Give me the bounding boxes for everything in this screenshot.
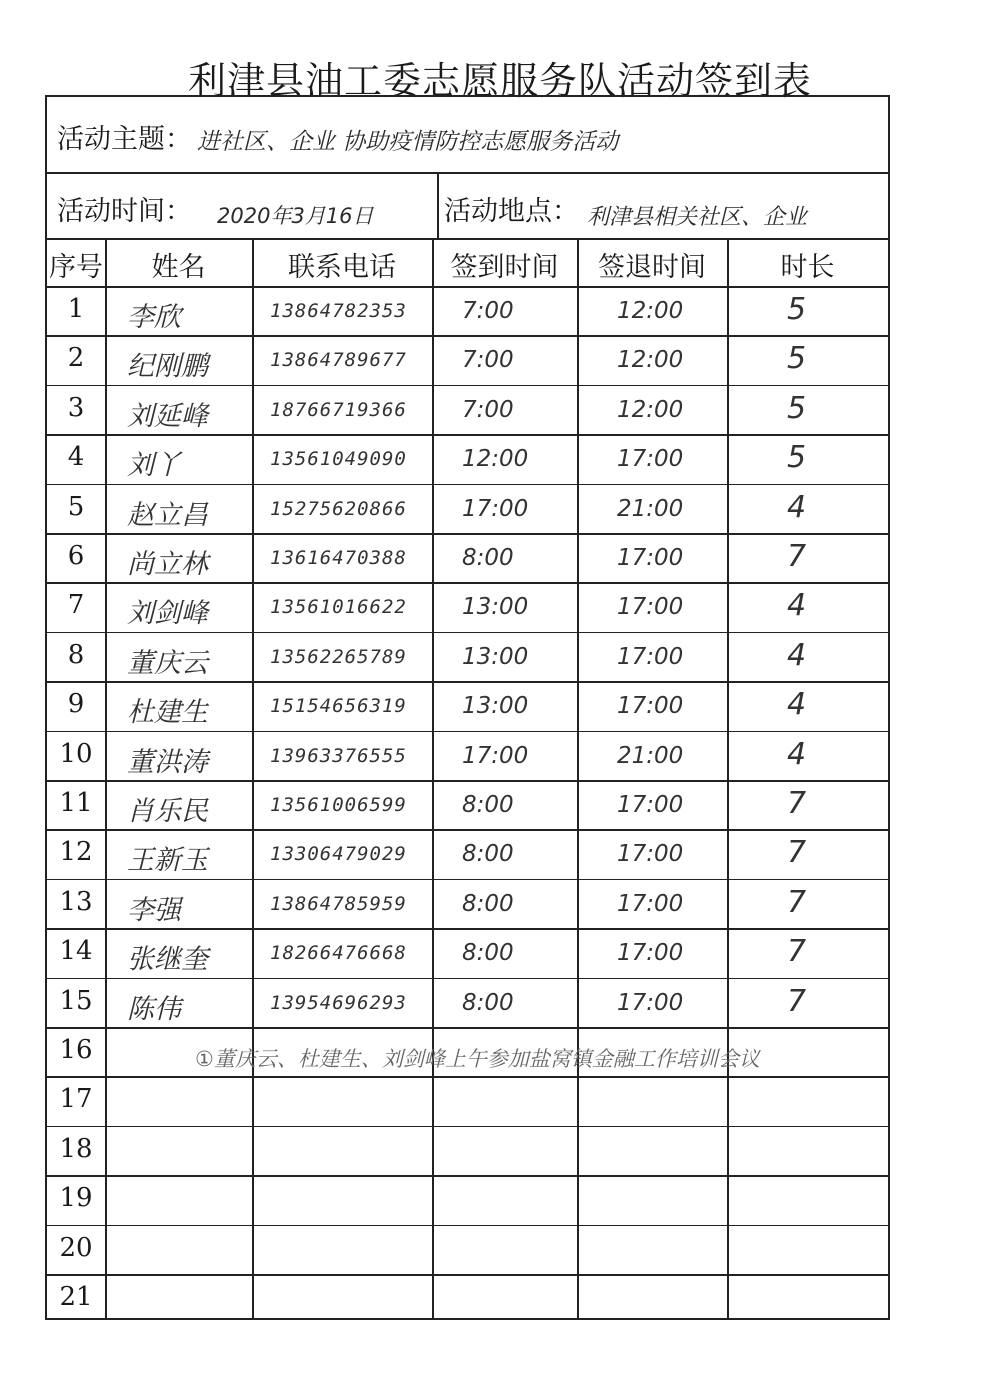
table-row — [47, 1076, 888, 1125]
name-cell: 刘丫 — [127, 450, 181, 482]
row-divider — [47, 533, 888, 535]
check-out-cell: 17:00 — [617, 940, 684, 967]
check-in-cell: 8:00 — [462, 989, 514, 1016]
duration-cell: 7 — [787, 983, 807, 1019]
phone-cell: 13954696293 — [270, 991, 407, 1014]
row-number: 18 — [59, 1133, 93, 1164]
phone-cell: 18266476668 — [270, 942, 407, 965]
duration-cell: 5 — [787, 440, 807, 476]
check-out-cell: 17:00 — [617, 841, 684, 868]
divider — [47, 172, 888, 174]
duration-cell: 7 — [787, 539, 807, 574]
duration-cell: 7 — [787, 835, 807, 871]
name-cell: 李强 — [127, 894, 181, 926]
table-row — [47, 1225, 888, 1274]
phone-cell: 13864789677 — [270, 349, 407, 372]
check-in-cell: 8:00 — [462, 940, 514, 967]
name-cell: 肖乐民 — [127, 796, 208, 827]
table-row — [47, 879, 888, 928]
check-in-cell: 8:00 — [462, 841, 514, 868]
column-header: 联系电话 — [288, 252, 396, 283]
name-cell: 赵立昌 — [127, 499, 208, 531]
table-row — [47, 385, 888, 434]
row-number: 12 — [59, 837, 93, 868]
table-row — [47, 731, 888, 780]
name-cell: 董庆云 — [127, 647, 208, 679]
check-out-cell: 17:00 — [617, 446, 684, 473]
table-row — [47, 335, 888, 384]
table-row — [47, 1126, 888, 1175]
place-label: 活动地点： — [444, 196, 579, 227]
check-in-cell: 8:00 — [462, 792, 514, 818]
name-cell: 杜建生 — [127, 697, 208, 729]
duration-cell: 7 — [787, 934, 807, 970]
sign-in-sheet — [45, 95, 890, 1320]
row-number: 8 — [67, 639, 85, 670]
table-row — [47, 780, 888, 829]
name-cell: 纪刚鹏 — [127, 351, 208, 383]
row-number: 10 — [59, 738, 93, 769]
check-in-cell: 17:00 — [462, 742, 529, 769]
row-divider — [47, 879, 888, 881]
row-divider — [47, 1076, 888, 1078]
check-out-cell: 12:00 — [617, 347, 684, 374]
duration-cell: 7 — [787, 786, 807, 821]
duration-cell: 5 — [787, 390, 807, 426]
row-number: 13 — [59, 886, 93, 917]
row-divider — [47, 434, 888, 436]
duration-cell: 4 — [787, 687, 807, 723]
page-title: 利津县油工委志愿服务队活动签到表 — [187, 59, 812, 103]
check-in-cell: 7:00 — [462, 347, 514, 374]
column-divider — [105, 238, 107, 1318]
phone-cell: 13616470388 — [270, 547, 407, 569]
table-row — [47, 1175, 888, 1224]
column-header: 签退时间 — [598, 252, 706, 283]
table-row — [47, 582, 888, 631]
table-row — [47, 978, 888, 1027]
table-row — [47, 434, 888, 483]
row-divider — [47, 385, 888, 387]
check-out-cell: 17:00 — [617, 792, 684, 818]
phone-cell: 13561016622 — [270, 596, 407, 619]
check-out-cell: 17:00 — [617, 643, 684, 670]
phone-cell: 15154656319 — [270, 695, 407, 718]
column-divider — [252, 238, 254, 1318]
divider — [47, 238, 888, 240]
name-cell: 王新玉 — [127, 845, 208, 877]
table-row — [47, 632, 888, 681]
row-divider — [47, 1225, 888, 1227]
row-divider — [47, 731, 888, 733]
row-number: 6 — [67, 541, 85, 571]
name-cell: 尚立林 — [127, 549, 208, 580]
name-cell: 张继奎 — [127, 944, 208, 976]
row-divider — [47, 681, 888, 683]
phone-cell: 13864782353 — [270, 300, 407, 322]
phone-cell: 18766719366 — [270, 398, 407, 421]
row-number: 2 — [67, 343, 85, 374]
name-cell: 李欣 — [127, 302, 181, 333]
duration-cell: 4 — [787, 736, 807, 772]
check-out-cell: 17:00 — [617, 693, 684, 720]
row-number: 19 — [59, 1183, 93, 1214]
phone-cell: 15275620866 — [270, 497, 407, 520]
check-in-cell: 12:00 — [462, 446, 529, 473]
row-number: 21 — [59, 1282, 93, 1312]
row-divider — [47, 335, 888, 337]
table-row — [47, 1274, 888, 1323]
table-row — [47, 928, 888, 977]
row-number: 1 — [67, 294, 85, 324]
check-out-cell: 21:00 — [617, 742, 684, 769]
theme-label: 活动主题： — [57, 124, 192, 155]
row-divider — [47, 1175, 888, 1177]
phone-cell: 13561006599 — [270, 794, 407, 816]
phone-cell: 13963376555 — [270, 744, 407, 767]
row-divider — [47, 582, 888, 584]
row-divider — [47, 1126, 888, 1128]
check-in-cell: 8:00 — [462, 890, 514, 917]
name-cell: 董洪涛 — [127, 746, 208, 778]
row-divider — [47, 780, 888, 782]
duration-cell: 4 — [787, 637, 807, 673]
duration-cell: 5 — [787, 341, 807, 377]
column-divider — [432, 238, 434, 1318]
check-in-cell: 8:00 — [462, 545, 514, 571]
check-in-cell: 17:00 — [462, 495, 529, 522]
check-out-cell: 12:00 — [617, 298, 684, 324]
table-row — [47, 681, 888, 730]
check-in-cell: 7:00 — [462, 396, 514, 423]
name-cell: 刘剑峰 — [127, 598, 208, 630]
row-number: 11 — [59, 788, 93, 818]
check-in-cell: 13:00 — [462, 693, 529, 720]
table-row — [47, 286, 888, 335]
duration-cell: 4 — [787, 489, 807, 525]
divider — [437, 172, 439, 238]
table-row — [47, 533, 888, 582]
duration-cell: 7 — [787, 884, 807, 920]
row-divider — [47, 1027, 888, 1029]
table-row — [47, 829, 888, 878]
column-header: 序号 — [49, 252, 103, 283]
column-divider — [577, 238, 579, 1318]
check-in-cell: 13:00 — [462, 643, 529, 670]
row-divider — [47, 484, 888, 486]
check-out-cell: 12:00 — [617, 396, 684, 423]
duration-cell: 5 — [787, 292, 807, 327]
row-number: 20 — [59, 1232, 93, 1263]
theme-value: 进社区、企业 协助疫情防控志愿服务活动 — [197, 129, 619, 155]
row-number: 17 — [59, 1084, 93, 1115]
phone-cell: 13306479029 — [270, 843, 407, 866]
phone-cell: 13864785959 — [270, 892, 407, 915]
row-divider — [47, 1274, 888, 1276]
name-cell: 刘延峰 — [127, 400, 208, 432]
column-divider — [727, 238, 729, 1318]
column-header: 姓名 — [151, 252, 206, 283]
row-number: 4 — [67, 442, 85, 473]
check-out-cell: 21:00 — [617, 495, 684, 522]
check-out-cell: 17:00 — [617, 594, 684, 621]
row-number: 14 — [59, 936, 93, 967]
row-number: 3 — [67, 392, 85, 423]
handwritten-note: ①董庆云、杜建生、刘剑峰上午参加盐窝镇金融工作培训会议 — [195, 1047, 760, 1071]
phone-cell: 13562265789 — [270, 645, 407, 668]
time-label: 活动时间： — [57, 196, 192, 227]
name-cell: 陈伟 — [127, 993, 181, 1025]
row-divider — [47, 978, 888, 980]
row-number: 15 — [59, 985, 93, 1016]
place-value: 利津县相关社区、企业 — [587, 205, 808, 230]
column-header: 签到时间 — [450, 252, 559, 283]
row-divider — [47, 928, 888, 930]
check-out-cell: 17:00 — [617, 890, 684, 917]
row-divider — [47, 829, 888, 831]
column-header: 时长 — [780, 252, 835, 283]
check-out-cell: 17:00 — [617, 989, 684, 1016]
phone-cell: 13561049090 — [270, 448, 407, 471]
check-in-cell: 13:00 — [462, 594, 529, 621]
table-row — [47, 484, 888, 533]
row-number: 5 — [67, 491, 85, 522]
time-value: 2020年3月16日 — [217, 204, 374, 228]
check-in-cell: 7:00 — [462, 298, 514, 324]
duration-cell: 4 — [787, 588, 807, 624]
row-number: 16 — [59, 1035, 93, 1065]
row-number: 7 — [67, 590, 85, 621]
row-number: 9 — [67, 689, 85, 720]
row-divider — [47, 632, 888, 634]
check-out-cell: 17:00 — [617, 545, 684, 571]
